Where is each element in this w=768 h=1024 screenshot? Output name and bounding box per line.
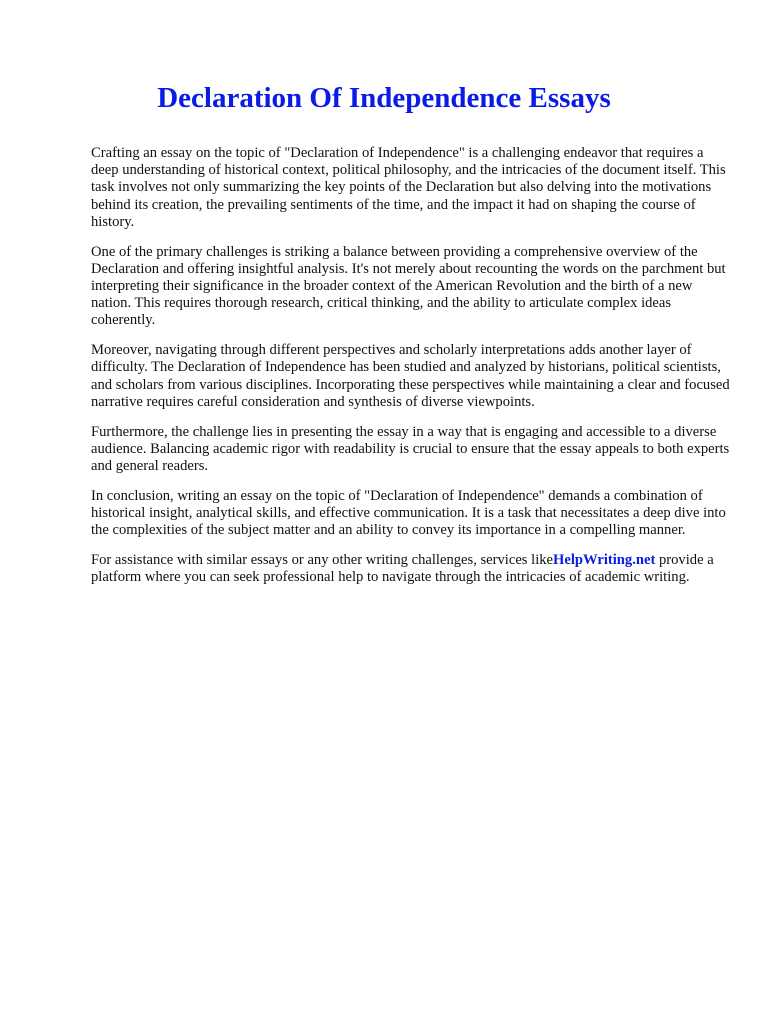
paragraph-perspectives: Moreover, navigating through different perspectives and scholarly interpretations adds another layer of difficulty. The Declaration of Independence has been studied and analyzed by historians, political scientists, and scholars from various disciplines. Incorporating these perspectives while maintaining a clear and focused narrative requires careful consideration and synthesis of diverse viewpoints. [91, 342, 730, 410]
paragraph-intro: Crafting an essay on the topic of "Declaration of Independence" is a challenging endeavor that requires a deep understanding of historical context, political philosophy, and the intricacies of the document itself. This task involves not only summarizing the key points of the Declaration but also delving into the motivations behind its creation, the prevailing sentiments of the time, and the impact it had on shaping the course of history. [91, 145, 726, 230]
helpwriting-link[interactable]: HelpWriting.net [553, 552, 656, 569]
paragraph-presentation: Furthermore, the challenge lies in presenting the essay in a way that is engaging and accessible to a diverse audience. Balancing academic rigor with readability is crucial to ensure that the essay appeals to both experts and general readers. [91, 423, 730, 475]
paragraph-assistance [91, 552, 731, 586]
assistance-text-after: provide a platform where you can seek professional help to navigate through the intricacies of academic writing. [91, 552, 714, 586]
document-body [91, 145, 731, 599]
paragraph-conclusion: In conclusion, writing an essay on the topic of "Declaration of Independence" demands a combination of historical insight, analytical skills, and effective communication. It is a task that necessitates a deep dive into the complexities of the subject matter and an ability to convey its importance in a compelling manner. [91, 487, 726, 539]
page-title: Declaration Of Independence Essays [157, 82, 611, 114]
paragraph-challenges: One of the primary challenges is striking a balance between providing a comprehensive overview of the Declaration and offering insightful analysis. It's not merely about recounting the words on the parchment but interpreting their significance in the broader context of the American Revolution and the birth of a new nation. This requires thorough research, critical thinking, and the ability to articulate complex ideas coherently. [91, 243, 726, 329]
assistance-text-before: For assistance with similar essays or any other writing challenges, services like [91, 552, 554, 569]
